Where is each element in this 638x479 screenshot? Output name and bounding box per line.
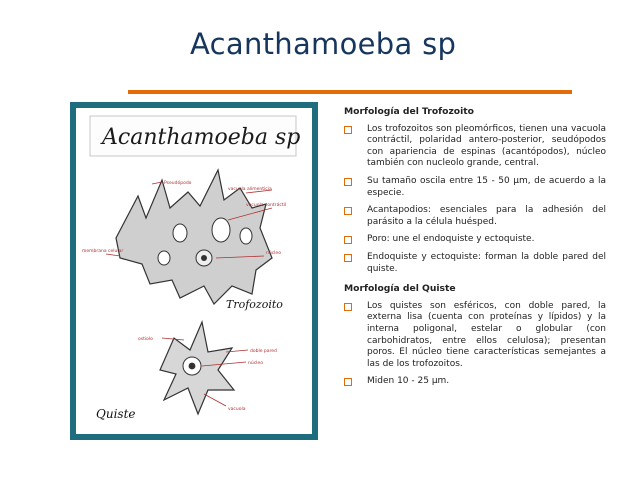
food-vacuole-3 xyxy=(158,251,170,265)
figure-frame xyxy=(70,102,318,440)
title-underline xyxy=(128,90,572,94)
label-food-vacuole: vacuola alimenticia xyxy=(228,187,272,192)
list-item-text: Acantapodios: esenciales para la adhesión del parásito a la célula huésped. xyxy=(367,205,606,227)
label-contractile-vacuole: vacuola contráctil xyxy=(246,203,287,208)
food-vacuole-2 xyxy=(240,228,252,244)
square-bullet-icon xyxy=(344,378,352,386)
label-vacuole: vacuola xyxy=(228,407,246,412)
figure-title: Acanthamoeba sp xyxy=(102,125,301,150)
slide-content xyxy=(340,106,606,394)
cyst-nucleolus xyxy=(189,363,196,370)
square-bullet-icon xyxy=(344,207,352,215)
list-item xyxy=(340,376,606,388)
square-bullet-icon xyxy=(344,254,352,262)
list-item xyxy=(340,205,606,228)
square-bullet-icon xyxy=(344,303,352,311)
square-bullet-icon xyxy=(344,126,352,134)
list-item xyxy=(340,176,606,199)
label-double-wall: doble pared xyxy=(250,349,277,354)
nucleolus xyxy=(201,255,207,261)
list-item-text: Miden 10 - 25 µm. xyxy=(367,376,450,387)
amoeba-illustration xyxy=(76,108,312,434)
list-item xyxy=(340,234,606,246)
list-item-text: Los trofozoitos son pleomórficos, tienen una vacuola contráctil, polaridad antero-posterior, seudópodos con apariencia de espinas (acantópodos), núcleo también con nucleolo grande, central. xyxy=(367,123,606,169)
list-item xyxy=(340,301,606,371)
square-bullet-icon xyxy=(344,178,352,186)
label-nucleus-2: núcleo xyxy=(248,361,263,366)
label-nucleus-1: núcleo xyxy=(266,251,281,256)
cyst-heading: Morfología del Quiste xyxy=(344,283,456,295)
food-vacuole-1 xyxy=(173,224,187,242)
trophozoite-caption: Trofozoito xyxy=(226,298,283,311)
list-item xyxy=(340,124,606,170)
list-item-text: Poro: une el endoquiste y ectoquiste. xyxy=(367,234,535,245)
slide-title: Acanthamoeba sp xyxy=(190,27,457,61)
list-item-text: Su tamaño oscila entre 15 - 50 µm, de acuerdo a la especie. xyxy=(367,175,606,198)
list-item-text: Endoquiste y ectoquiste: forman la doble pared del quiste. xyxy=(367,251,606,274)
list-item xyxy=(340,252,606,275)
label-pseudopod: Pseudópodo xyxy=(164,181,192,186)
label-ostiole: ostiolo xyxy=(138,337,153,342)
trophozoite-heading: Morfología del Trofozoito xyxy=(344,106,474,117)
contractile-vacuole xyxy=(212,218,230,242)
label-membrane: membrana celular xyxy=(82,249,124,254)
list-item-text: Los quistes son esféricos, con doble pared, la externa lisa (cuenta con proteínas y lípidos) y la interna poligonal, estelar o globular (con carbohidratos, entre ellos celulosa); presentan poros. El núcleo tiene características semejantes a las de los trofozoitos. xyxy=(367,300,606,369)
cyst-caption: Quiste xyxy=(96,407,136,421)
square-bullet-icon xyxy=(344,236,352,244)
